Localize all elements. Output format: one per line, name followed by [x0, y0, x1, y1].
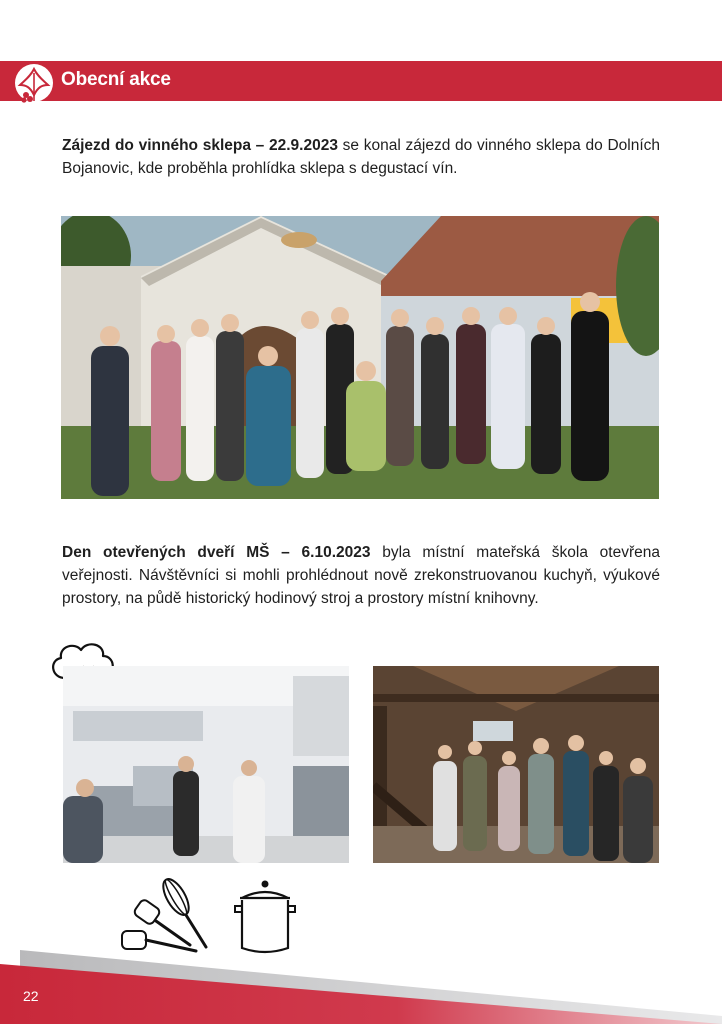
photo-kitchen — [63, 666, 349, 863]
whisk-spatula-icon — [118, 875, 218, 957]
section-text-wine-trip: se konal zájezd do vinného sklepa do Dolních Bojanovic, kde proběhla prohlídka sklepa s degustací vín. — [62, 137, 660, 177]
cooking-pot-icon — [232, 878, 298, 956]
page-title: Obecní akce — [61, 69, 171, 90]
section-paragraph-open-day — [62, 541, 660, 610]
footer-wave — [0, 950, 722, 1024]
photo-attic — [373, 666, 659, 863]
grape-leaf-icon — [12, 63, 56, 107]
section-title-open-day: Den otevřených dveří MŠ – 6.10.2023 — [62, 544, 371, 561]
photo-wine-cellar-group — [61, 216, 659, 499]
page-number: 22 — [23, 988, 39, 1004]
section-text-open-day: byla místní mateřská škola otevřena veřejnosti. Návštěvníci si mohli prohlédnout nově zrekonstruovanou kuchyň, výukové prostory, na půdě historický hodinový stroj a prostory místní knihovny. — [62, 544, 660, 607]
section-paragraph-wine-trip — [62, 134, 660, 180]
section-title-wine-trip: Zájezd do vinného sklepa – 22.9.2023 — [62, 137, 338, 154]
